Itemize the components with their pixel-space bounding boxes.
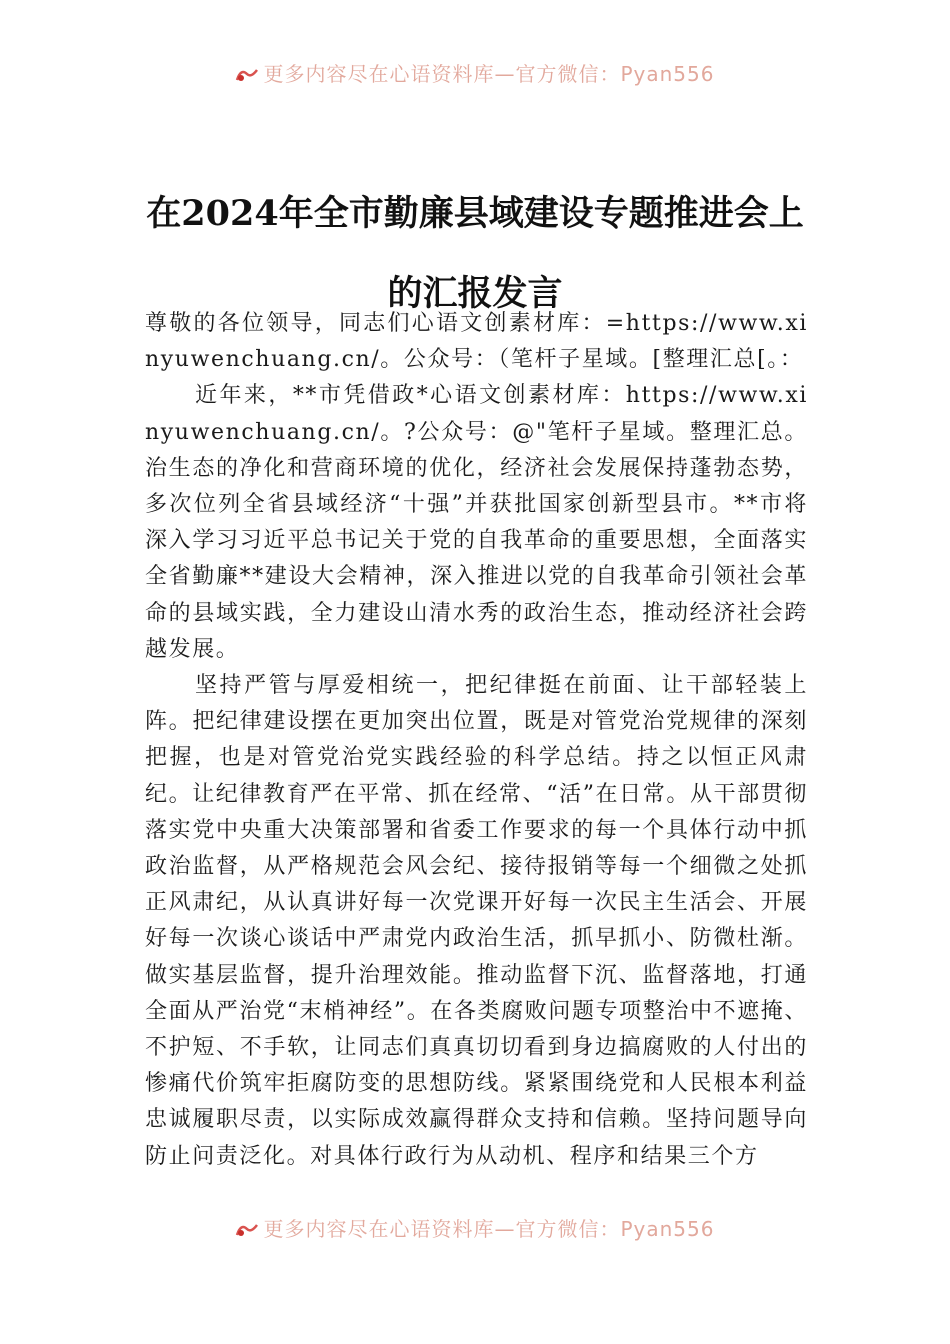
document-body [145,306,808,1175]
title-line-2: 的汇报发言 [387,273,563,314]
watermark-logo-icon [235,66,259,84]
title-line-1: 在2024年全市勤廉县域建设专题推进会上 [146,193,804,234]
header-watermark [0,58,950,87]
header-watermark-text: 更多内容尽在心语资料库—官方微信：Pyan556 [263,62,715,86]
paragraph-intro: 近年来，**市凭借政*心语文创素材库：https://www.xinyuwenchuang.cn/。?公众号：@"笔杆子星域。整理汇总。治生态的净化和营商环境的优化，经济社会发展保持蓬勃态势，多次位列全省县域经济“十强”并获批国家创新型县市。**市将深入学习习近平总书记关于党的自我革命的重要思想，全面落实全省勤廉**建设大会精神，深入推进以党的自我革命引领社会革命的县域实践，全力建设山清水秀的政治生态，推动经济社会跨越发展。 [145,383,808,662]
paragraph-salutation: 尊敬的各位领导，同志们心语文创素材库：=https://www.xinyuwenchuang.cn/。公众号：（笔杆子星域。[整理汇总[。： [145,311,808,373]
paragraph-discipline: 坚持严管与厚爱相统一，把纪律挺在前面、让干部轻装上阵。把纪律建设摆在更加突出位置，既是对管党治党规律的深刻把握，也是对管党治党实践经验的科学总结。持之以恒正风肃纪。让纪律教育严在平常、抓在经常、“活”在日常。从干部贯彻落实党中央重大决策部署和省委工作要求的每一个具体行动中抓政治监督，从严格规范会风会纪、接待报销等每一个细微之处抓正风肃纪，从认真讲好每一次党课开好每一次民主生活会、开展好每一次谈心谈话中严肃党内政治生活，抓早抓小、防微杜渐。做实基层监督，提升治理效能。推动监督下沉、监督落地，打通全面从严治党“末梢神经”。在各类腐败问题专项整治中不遮掩、不护短、不手软，让同志们真真切切看到身边搞腐败的人付出的惨痛代价筑牢拒腐防变的思想防线。紧紧围绕党和人民根本利益忠诚履职尽责，以实际成效赢得群众支持和信赖。坚持问题导向防止问责泛化。对具体行政行为从动机、程序和结果三个方 [145,673,808,1169]
footer-watermark-text: 更多内容尽在心语资料库—官方微信：Pyan556 [263,1217,715,1241]
footer-watermark [0,1213,950,1242]
watermark-logo-icon [235,1221,259,1239]
